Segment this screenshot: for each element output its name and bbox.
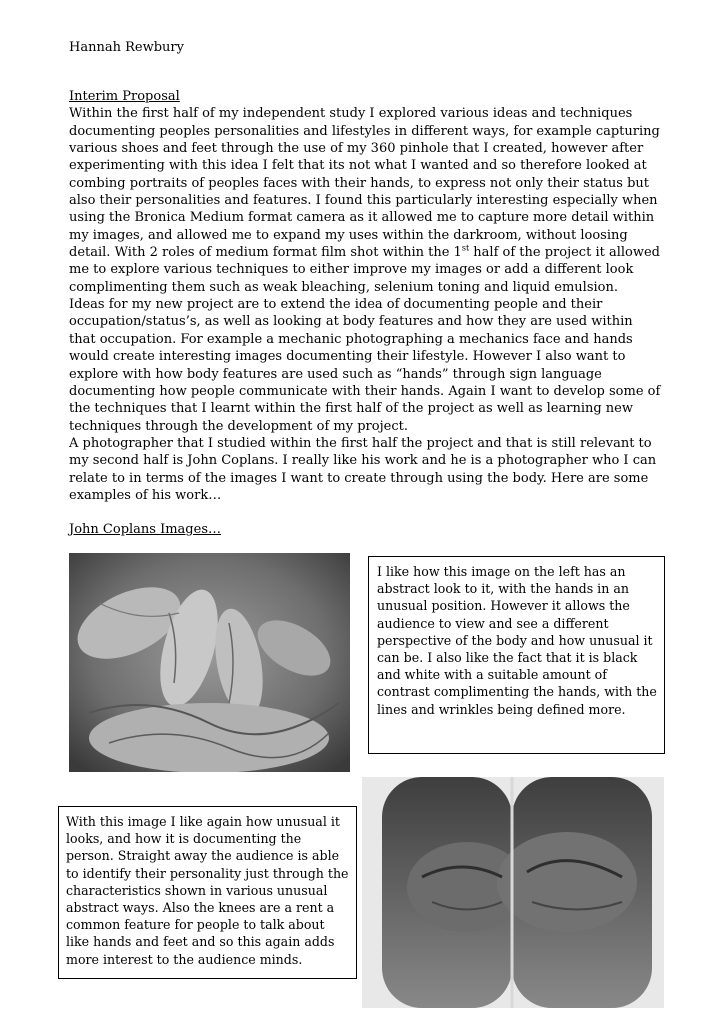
hands-photo [69,553,350,772]
images-heading: John Coplans Images… [69,522,221,538]
caption-knees: With this image I like again how unusual it looks, and how it is documenting the person. Straight away the audience is able to identify their personality just through the characteristics shown in various unusual abstract ways. Also the knees are a rent a common feature for people to talk about like hands and feet and so this again adds more interest to the audience minds. [58,806,357,979]
proposal-text [69,88,661,539]
caption-hands: I like how this image on the left has an abstract look to it, with the hands in an unusual position. However it allows the audience to view and see a different perspective of the body and how unusual it can be. I also like the fact that it is black and white with a suitable amount of contrast complimenting the hands, with the lines and wrinkles being defined more. [368,556,665,754]
knees-photo [362,777,664,1008]
proposal-paragraph-1: Within the first half of my independent study I explored various ideas and techniques documenting peoples personalities and lifestyles in different ways, for example capturing various shoes and feet through the use of my 360 pinhole that I created, however after experimenting with this idea I felt that its not what I wanted and so therefore looked at combing portraits of peoples faces with their hands, to express not only their status but also their personalities and features. I found this particularly interesting especially when using the Bronica Medium format camera as it allowed me to capture more detail within my images, and allowed me to expand my uses within the darkroom, without loosing detail. With 2 roles of medium format film shot within the 1st half of the project it allowed me to explore various techniques to either improve my images or add a different look complimenting them such as weak bleaching, selenium toning and liquid emulsion. [69,106,660,295]
proposal-heading: Interim Proposal [69,89,180,104]
proposal-paragraph-3: A photographer that I studied within the first half the project and that is still relevant to my second half is John Coplans. I really like his work and he is a photographer who I can relate to in terms of the images I want to create through using the body. Here are some examples of his work… [69,435,657,503]
proposal-paragraph-2: Ideas for my new project are to extend the idea of documenting people and their occupation/status’s, as well as looking at body features and how they are used within that occupation. For example a mechanic photographing a mechanics face and hands would create interesting images documenting their lifestyle. However I also want to explore with how body features are used such as “hands” through sign language documenting how people communicate with their hands. Again I want to develop some of the techniques that I learnt within the first half of the project as well as learning new techniques through the development of my project. [69,297,661,434]
author-name: Hannah Rewbury [69,40,184,55]
